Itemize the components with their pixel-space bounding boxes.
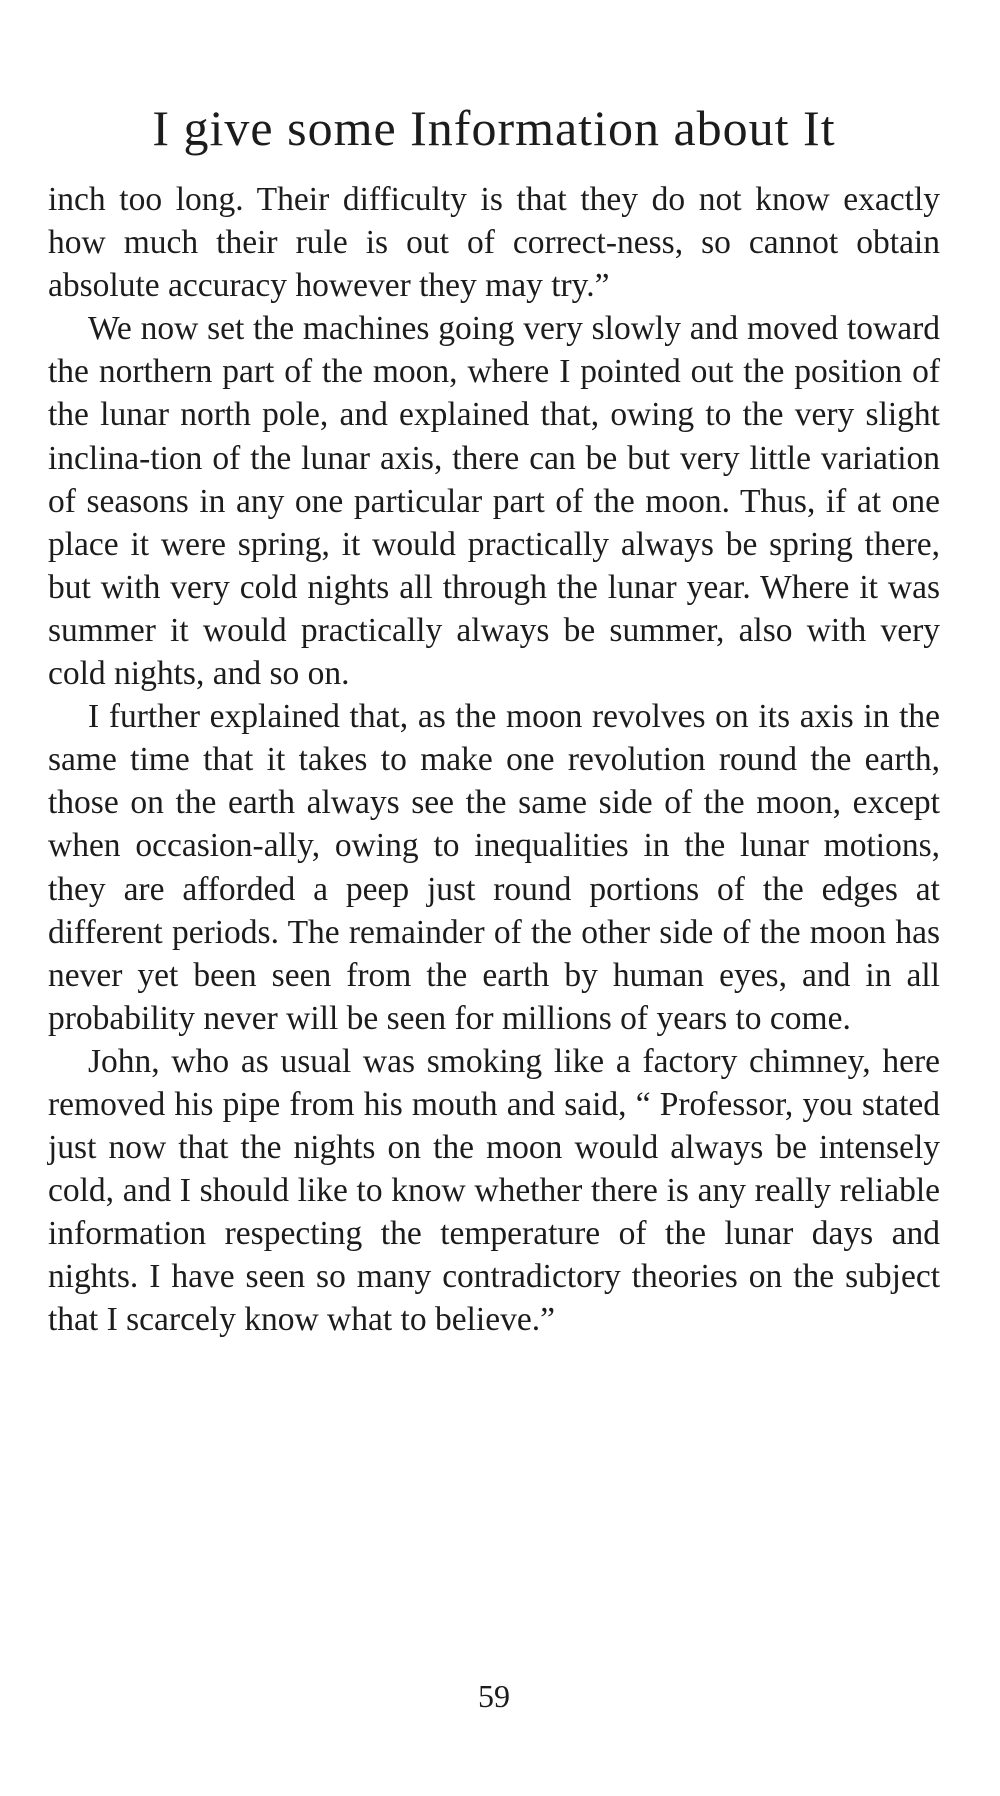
- body-text: [48, 178, 940, 1342]
- paragraph-moon-rotation: I further explained that, as the moon revolves on its axis in the same time that it takes to make one revolution round the earth, those on the earth always see the same side of the moon, except when occasion-ally, owing to inequalities in the lunar motions, they are afforded a peep just round portions of the edges at different periods. The remainder of the other side of the moon has never yet been seen from the earth by human eyes, and in all probability never will be seen for millions of years to come.: [48, 698, 940, 1037]
- paragraph-machines-north-pole: We now set the machines going very slowly and moved toward the northern part of the moon, where I pointed out the position of the lunar north pole, and explained that, owing to the very slight inclina-tion of the lunar axis, there can be but very little variation of seasons in any one particular part of the moon. Thus, if at one place it were spring, it would practically always be spring there, but with very cold nights all through the lunar year. Where it was summer it would practically always be summer, also with very cold nights, and so on.: [48, 310, 940, 693]
- book-page: [48, 0, 940, 1796]
- running-head: I give some Information about It: [152, 100, 836, 156]
- paragraph-john-question: John, who as usual was smoking like a factory chimney, here removed his pipe from his mouth and said, “ Professor, you stated just now that the nights on the moon would always be intensely cold, and I should like to know whether there is any really reliable information respecting the temperature of the lunar days and nights. I have seen so many contradictory theories on the subject that I scarcely know what to believe.”: [48, 1042, 940, 1339]
- paragraph-continuation: inch too long. Their difficulty is that they do not know exactly how much their rule is out of correct-ness, so cannot obtain absolute accuracy however they may try.”: [48, 181, 940, 305]
- page-number: 59: [478, 1678, 510, 1714]
